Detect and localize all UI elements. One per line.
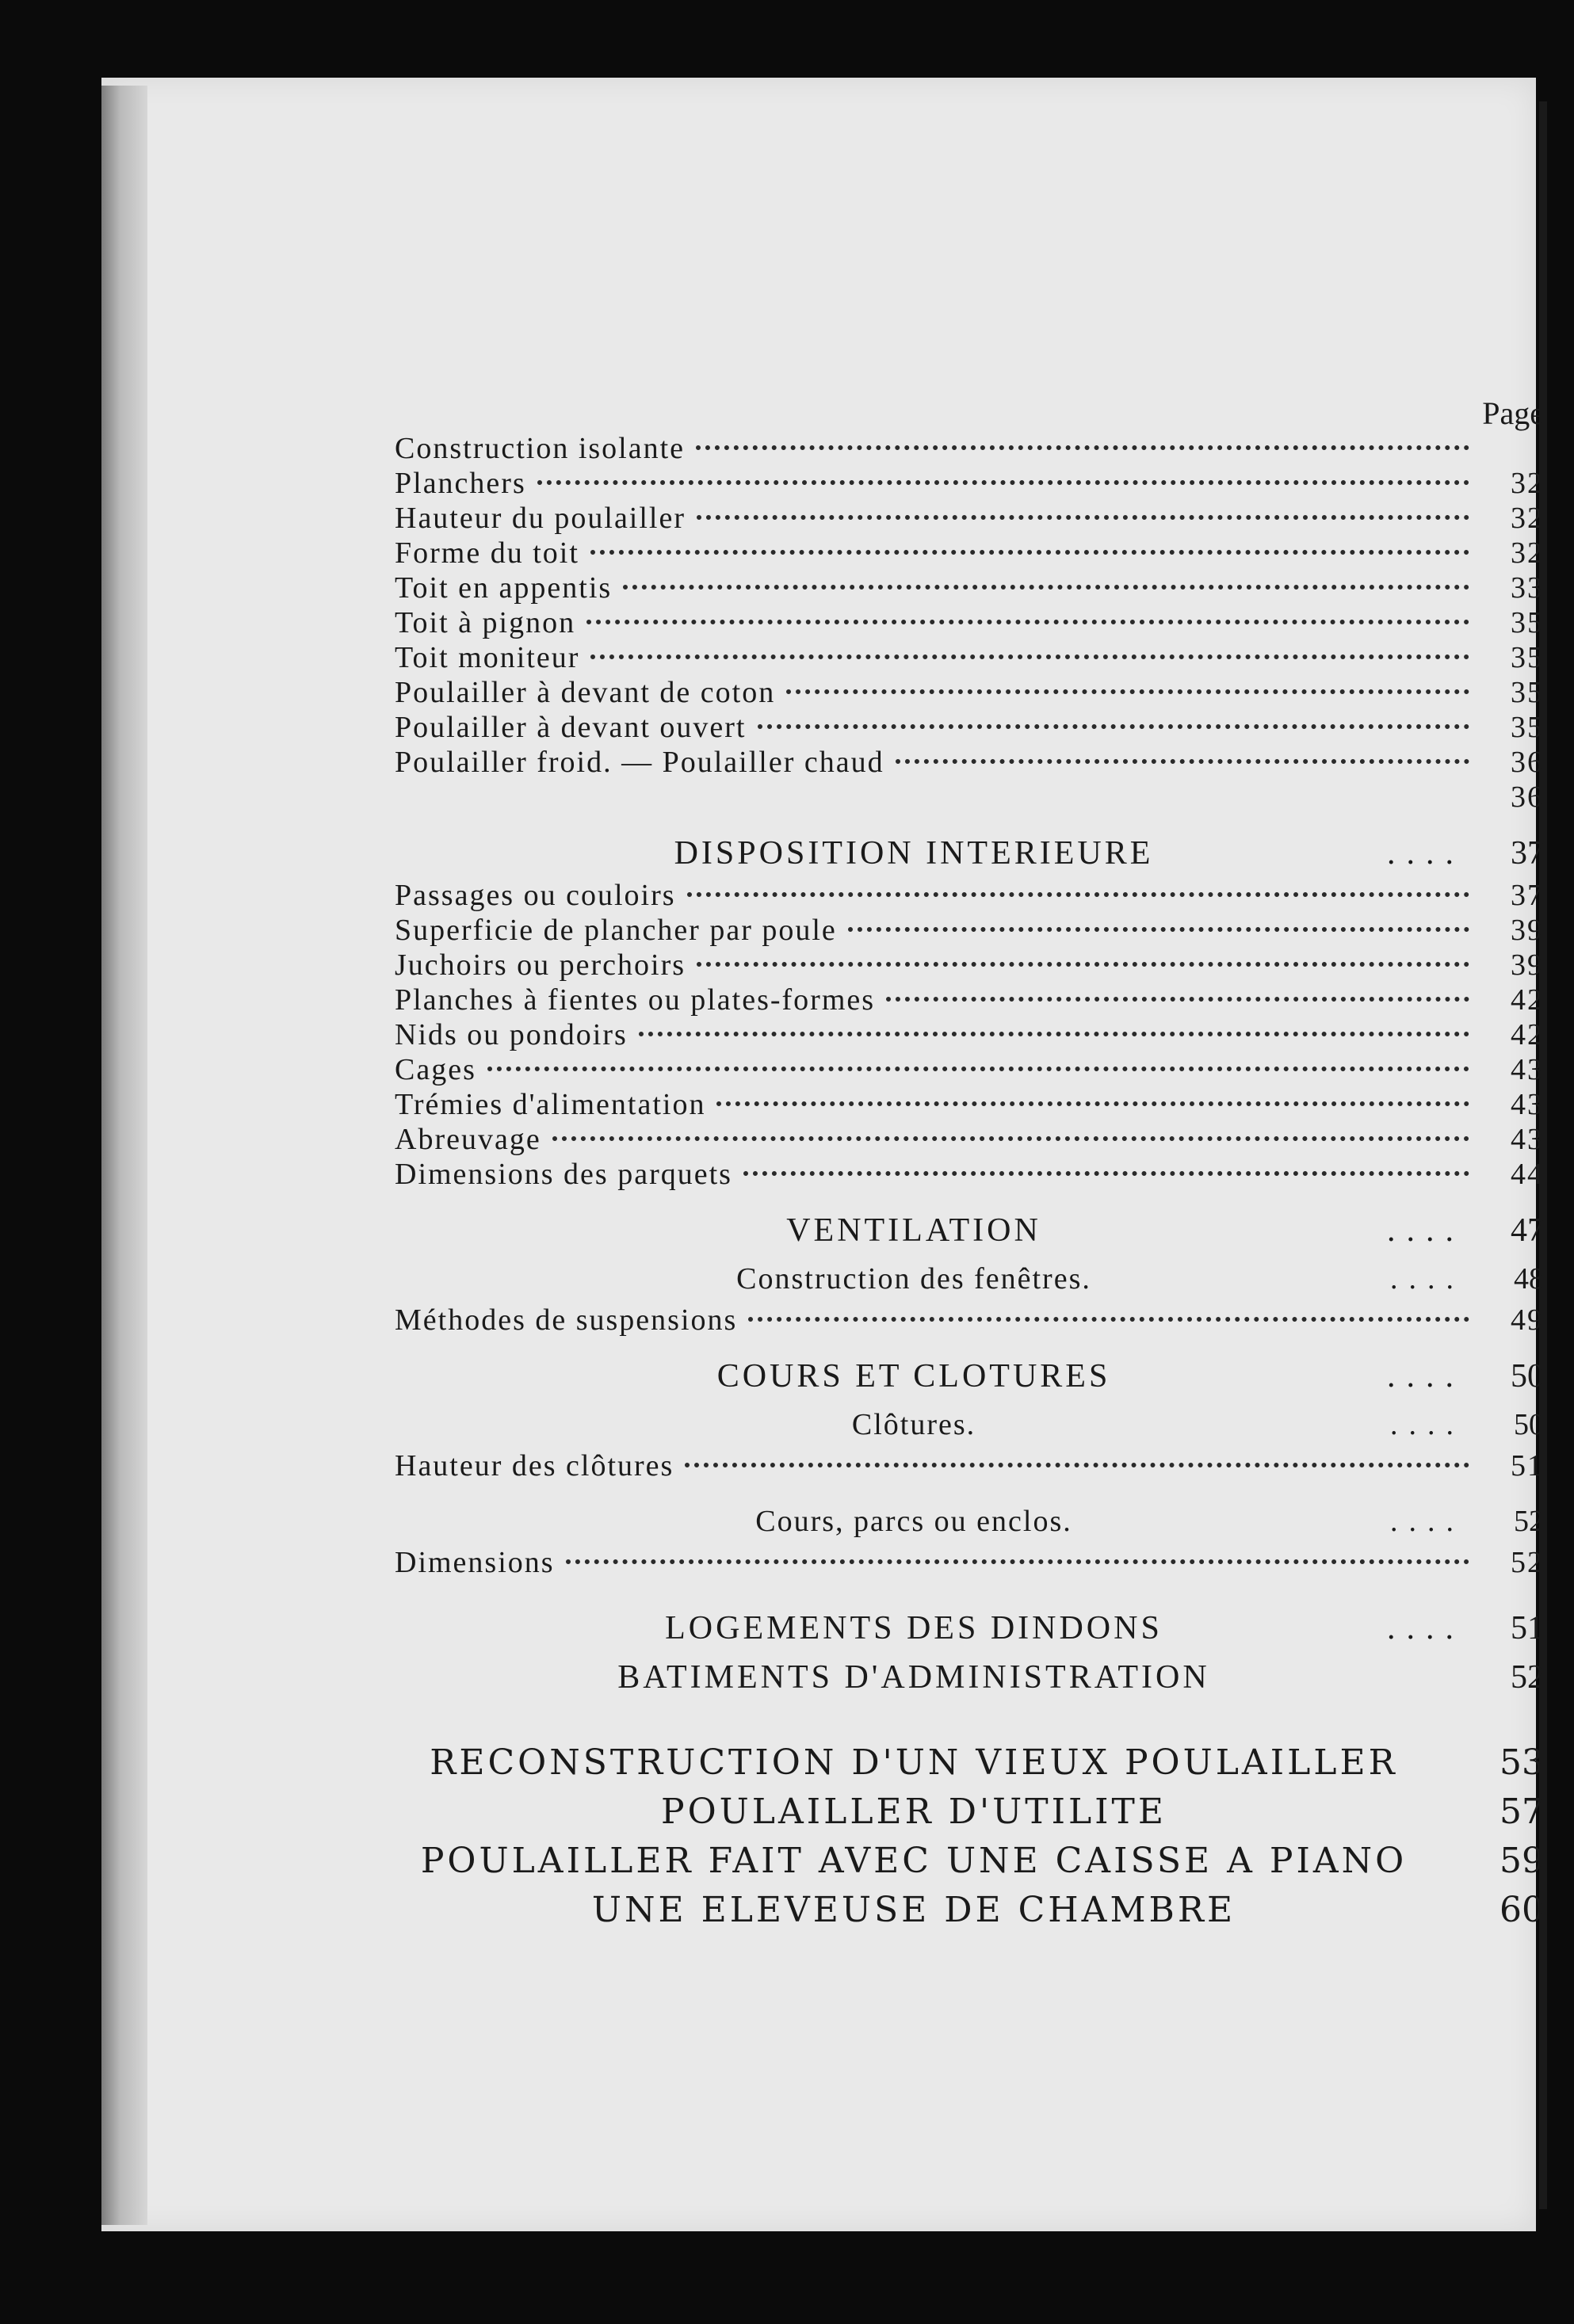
toc-entry: Cages 43 [395,1053,1544,1086]
chapter-entry: UNE ELEVEUSE DE CHAMBRE 60 [591,1890,1544,1930]
subsection-fenetres: Construction des fenêtres. .... 48 [736,1262,1544,1296]
subsection-clotures: Clôtures. .... 50 [851,1408,1544,1441]
page-column-header: Page [1482,395,1544,431]
toc-entry: Planchers 32 [395,467,1544,500]
toc-entry: Toit en appentis 33 [395,571,1544,605]
section-heading-disposition: DISPOSITION INTERIEURE .... 37 [674,835,1544,872]
toc-entry: Dimensions 52 [395,1546,1544,1579]
toc-entry: Toit moniteur 35 [395,641,1544,674]
toc-entry: Poulailler à devant ouvert 35 [395,711,1544,744]
toc-entry: Hauteur du poulailler 32 [395,502,1544,535]
toc-entry: Dimensions des parquets 44 [395,1158,1544,1191]
toc-entry: Abreuvage 43 [395,1123,1544,1156]
toc-trailing-page: 36 [1511,780,1544,814]
subsection-cours: Cours, parcs ou enclos. .... 52 [755,1505,1544,1538]
toc-entry: Hauteur des clôtures 51 [395,1449,1544,1483]
toc-entry: Forme du toit 32 [395,536,1544,570]
toc-entry: Toit à pignon 35 [395,606,1544,639]
book-page [101,78,1544,2231]
chapter-entry: POULAILLER D'UTILITE 57 [660,1792,1544,1832]
toc-entry: Superficie de plancher par poule 39 [395,914,1544,947]
toc-entry: Poulailler froid. — Poulailler chaud 36 [395,746,1544,779]
toc-entry: Poulailler à devant de coton 35 [395,676,1544,709]
chapter-entry: POULAILLER FAIT AVEC UNE CAISSE A PIANO 59 [420,1841,1544,1881]
toc-entry: Méthodes de suspensions 49 [395,1303,1544,1337]
section-heading-ventilation: VENTILATION .... 47 [786,1212,1544,1249]
toc-entry: Planches à fientes ou plates-formes 42 [395,983,1544,1017]
toc-entry: Passages ou couloirs 37 [395,879,1544,912]
section-heading-dindons: LOGEMENTS DES DINDONS .... 51 [665,1610,1544,1647]
table-of-contents [395,395,1544,1935]
toc-entry: Nids ou pondoirs 42 [395,1018,1544,1051]
toc-entry: Construction isolante [395,431,1544,466]
page-edge [101,86,147,2225]
chapter-entry: RECONSTRUCTION D'UN VIEUX POULAILLER 53 [430,1742,1544,1783]
section-heading-cours: COURS ET CLOTURES .... 50 [716,1358,1544,1395]
toc-entry: Trémies d'alimentation 43 [395,1088,1544,1121]
section-heading-batiments: BATIMENTS D'ADMINISTRATION 52 [617,1659,1544,1696]
toc-entry: Juchoirs ou perchoirs 39 [395,948,1544,982]
